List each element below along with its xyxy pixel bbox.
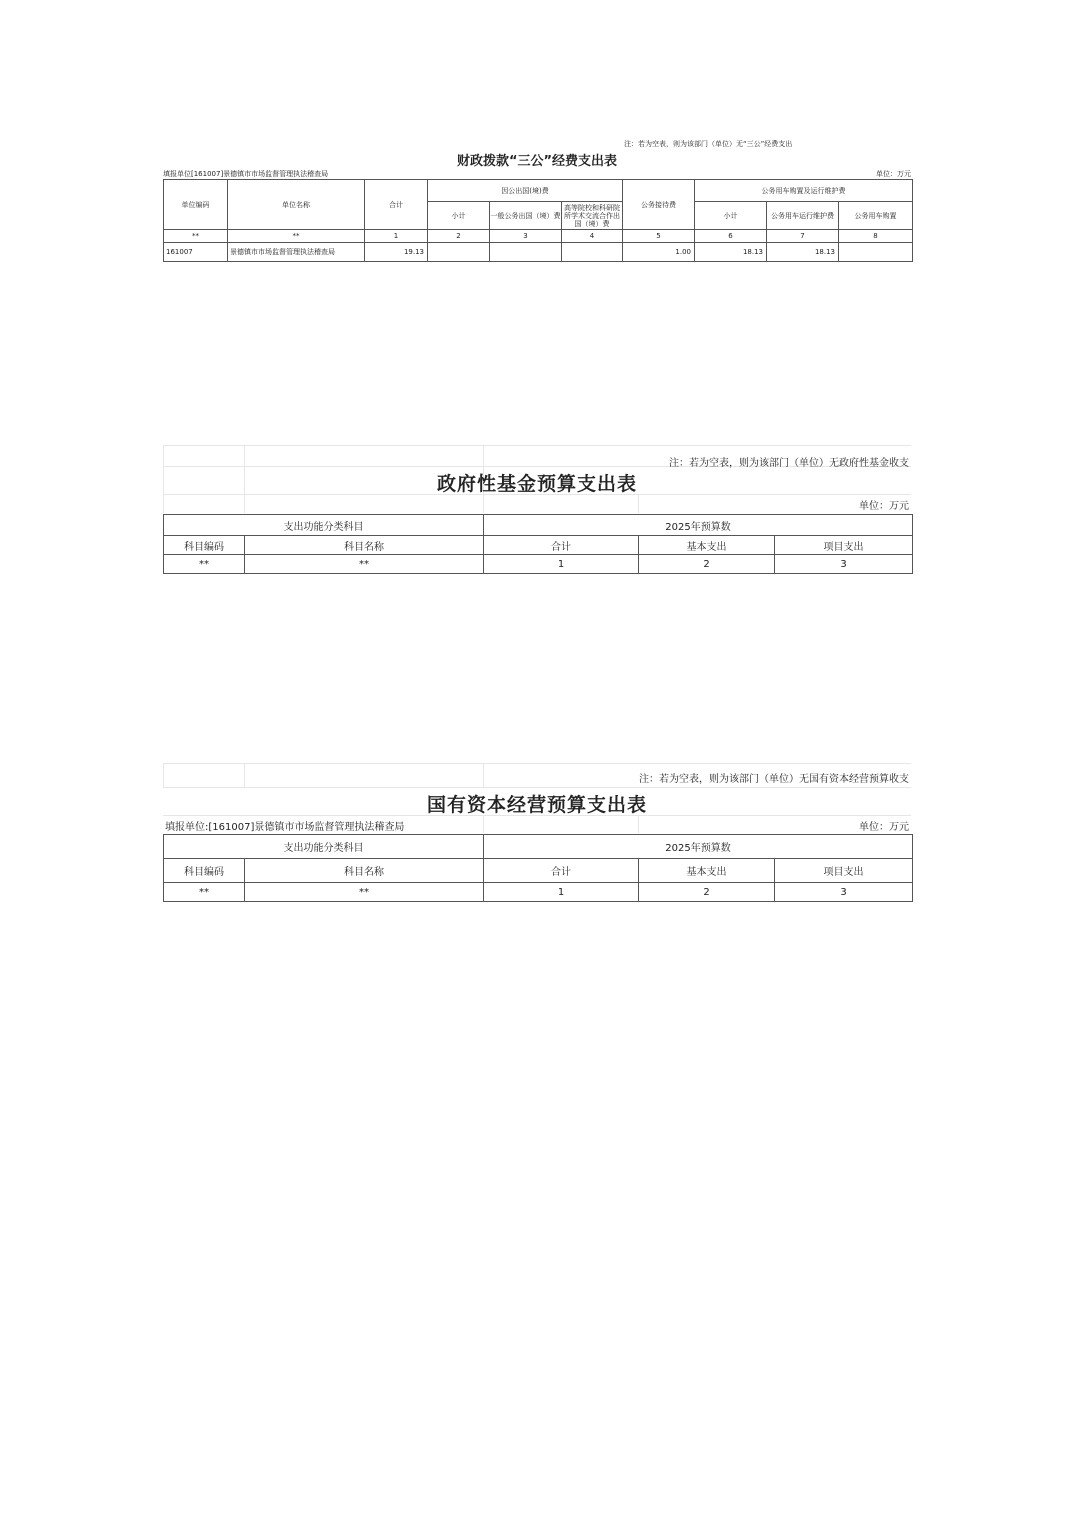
header-subject-name: 科目名称 (245, 536, 484, 555)
header-subject-code: 科目编码 (164, 859, 245, 883)
table3 (163, 834, 913, 902)
index-cell: 3 (490, 230, 562, 243)
data-cell-name: 景德镇市市场监督管理执法稽查局 (228, 243, 365, 262)
table1-filler: 填报单位[161007]景德镇市市场监督管理执法稽查局 (163, 170, 329, 178)
data-cell-vehicle-run: 18.13 (767, 243, 839, 262)
index-cell: ** (245, 883, 484, 902)
header-basic-expense: 基本支出 (639, 536, 775, 555)
index-cell: 3 (775, 555, 913, 574)
index-cell: 4 (562, 230, 623, 243)
index-cell: 2 (639, 883, 775, 902)
data-cell-reception: 1.00 (623, 243, 695, 262)
index-cell: ** (245, 555, 484, 574)
index-cell: ** (228, 230, 365, 243)
data-cell-code: 161007 (164, 243, 228, 262)
table1 (163, 179, 913, 262)
group-budget-2025: 2025年预算数 (484, 835, 913, 859)
header-subject-code: 科目编码 (164, 536, 245, 555)
table2-title: 政府性基金预算支出表 (436, 473, 637, 495)
table1-note: 注：若为空表，则为该部门（单位）无“三公”经费支出 (624, 140, 793, 148)
header-abroad: 因公出国(境)费 (428, 180, 623, 202)
index-cell: 7 (767, 230, 839, 243)
header-vehicle-group: 公务用车购置及运行维护费 (695, 180, 913, 202)
table-row (164, 243, 913, 262)
header-total: 合计 (484, 859, 639, 883)
table-row (164, 555, 913, 574)
index-cell: 3 (775, 883, 913, 902)
index-cell: 1 (484, 555, 639, 574)
header-project-expense: 项目支出 (775, 536, 913, 555)
table-row (164, 230, 913, 243)
table2-unit: 单位：万元 (859, 501, 909, 512)
header-total: 合计 (484, 536, 639, 555)
header-project-expense: 项目支出 (775, 859, 913, 883)
header-vehicle-run: 公务用车运行维护费 (767, 202, 839, 230)
table3-title: 国有资本经营预算支出表 (426, 794, 647, 816)
index-cell: 2 (428, 230, 490, 243)
header-reception: 公务接待费 (623, 180, 695, 230)
index-cell: 2 (639, 555, 775, 574)
table1-title: 财政拨款“三公”经费支出表 (456, 154, 618, 169)
header-abroad-subtotal: 小计 (428, 202, 490, 230)
header-unit-code: 单位编码 (164, 180, 228, 230)
index-cell: ** (164, 883, 245, 902)
header-unit-name: 单位名称 (228, 180, 365, 230)
data-cell-general-abroad (490, 243, 562, 262)
index-cell: 1 (484, 883, 639, 902)
header-vehicle-subtotal: 小计 (695, 202, 767, 230)
header-basic-expense: 基本支出 (639, 859, 775, 883)
header-total: 合计 (365, 180, 428, 230)
header-academic-abroad: 高等院校和科研院所学术交流合作出国（境）费 (562, 202, 623, 230)
table-row (164, 883, 913, 902)
data-cell-total: 19.13 (365, 243, 428, 262)
table2 (163, 514, 913, 574)
header-vehicle-buy: 公务用车购置 (839, 202, 913, 230)
index-cell: ** (164, 230, 228, 243)
table2-note: 注：若为空表，则为该部门（单位）无政府性基金收支 (669, 458, 909, 469)
data-cell-abroad-subtotal (428, 243, 490, 262)
index-cell: 5 (623, 230, 695, 243)
table3-unit: 单位：万元 (859, 822, 909, 833)
data-cell-academic-abroad (562, 243, 623, 262)
header-subject-name: 科目名称 (245, 859, 484, 883)
data-cell-vehicle-buy (839, 243, 913, 262)
table1-unit: 单位：万元 (876, 170, 911, 178)
index-cell: 1 (365, 230, 428, 243)
data-cell-vehicle-subtotal: 18.13 (695, 243, 767, 262)
group-function-category: 支出功能分类科目 (164, 515, 484, 536)
group-budget-2025: 2025年预算数 (484, 515, 913, 536)
group-function-category: 支出功能分类科目 (164, 835, 484, 859)
index-cell: 6 (695, 230, 767, 243)
table3-note: 注：若为空表，则为该部门（单位）无国有资本经营预算收支 (639, 774, 909, 785)
index-cell: 8 (839, 230, 913, 243)
index-cell: ** (164, 555, 245, 574)
header-general-abroad: 一般公务出国（境）费 (490, 202, 562, 230)
table3-filler: 填报单位:[161007]景德镇市市场监督管理执法稽查局 (165, 822, 405, 833)
